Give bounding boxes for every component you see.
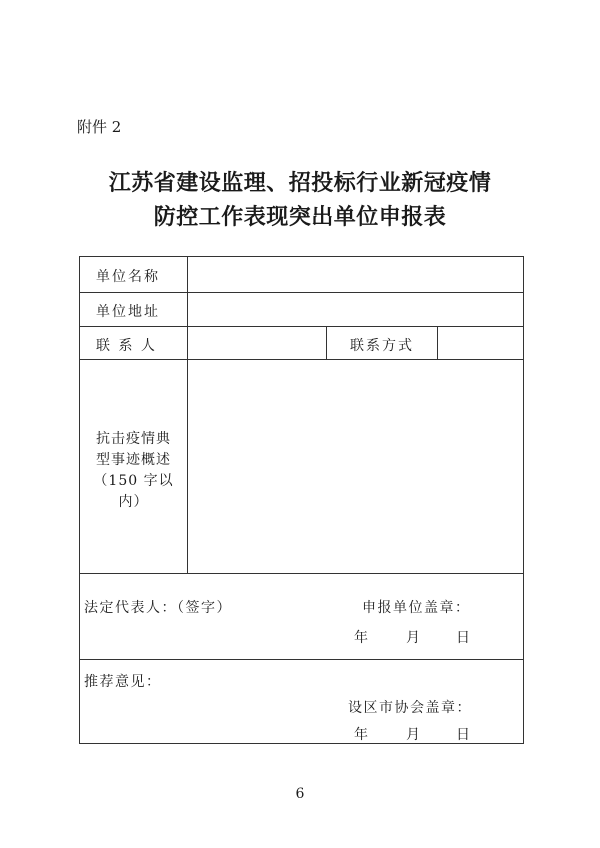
description-field[interactable] <box>188 360 524 573</box>
date-day: 日 <box>456 727 470 743</box>
description-label: 抗击疫情典 型事迹概述 （150 字以 内） <box>93 431 174 510</box>
applicant-seal-label: 申报单位盖章： <box>362 600 471 616</box>
unit-address-label: 单位地址 <box>96 304 160 320</box>
contact-method-field[interactable] <box>438 327 524 359</box>
city-assoc-seal-label: 设区市协会盖章： <box>348 700 472 716</box>
date-month: 月 <box>406 630 420 646</box>
date-year: 年 <box>354 727 368 743</box>
legal-rep-signature-label: 法定代表人：（签字） <box>84 600 232 616</box>
contact-person-label: 联 系 人 <box>96 338 157 354</box>
unit-address-field[interactable] <box>188 293 524 326</box>
unit-name-label: 单位名称 <box>96 269 160 285</box>
contact-person-field[interactable] <box>188 327 326 359</box>
date-day: 日 <box>456 630 470 646</box>
contact-method-label: 联系方式 <box>350 338 414 354</box>
title-line-1: 江苏省建设监理、招投标行业新冠疫情 <box>108 171 492 196</box>
date-month: 月 <box>406 727 420 743</box>
column-divider <box>326 326 327 359</box>
row-divider <box>80 659 523 660</box>
row-divider <box>80 573 523 574</box>
title-line-2: 防控工作表现突出单位申报表 <box>153 205 447 230</box>
page-number: 6 <box>295 786 305 802</box>
unit-name-field[interactable] <box>188 257 524 292</box>
date-year: 年 <box>354 630 368 646</box>
recommendation-label: 推荐意见： <box>84 674 162 690</box>
application-form <box>79 256 524 744</box>
attachment-label: 附件 2 <box>77 118 122 136</box>
